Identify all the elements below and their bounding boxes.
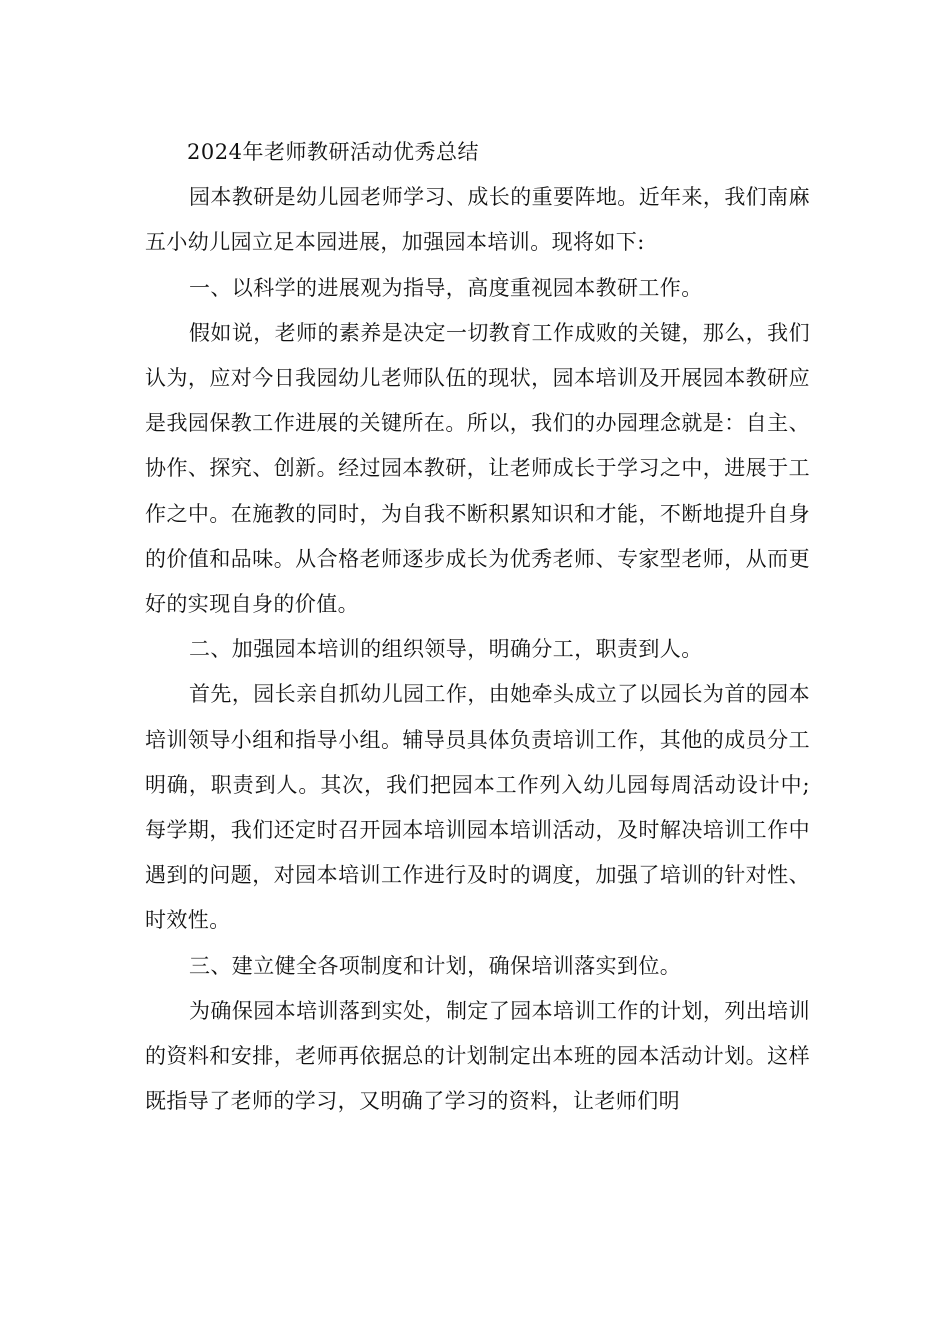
document-title: 2024年老师教研活动优秀总结 xyxy=(187,140,479,164)
paragraph-intro: 园本教研是幼儿园老师学习、成长的重要阵地。近年来，我们南麻五小幼儿园立足本园进展，加强园本培训。现将如下: xyxy=(145,185,810,255)
section-heading-2: 二、加强园本培训的组织领导，明确分工，职责到人。 xyxy=(189,637,703,662)
section-heading-3: 三、建立健全各项制度和计划，确保培训落实到位。 xyxy=(189,953,682,978)
paragraph-section-2: 首先，园长亲自抓幼儿园工作，由她牵头成立了以园长为首的园本培训领导小组和指导小组。辅导员具体负责培训工作，其他的成员分工明确，职责到人。其次，我们把园本工作列入幼儿园每周活动设计中;每学期，我们还定时召开园本培训园本培训活动，及时解决培训工作中遇到的问题，对园本培训工作进行及时的调度，加强了培训的针对性、时效性。 xyxy=(145,682,810,933)
paragraph-section-3: 为确保园本培训落到实处，制定了园本培训工作的计划，列出培训的资料和安排，老师再依据总的计划制定出本班的园本活动计划。这样既指导了老师的学习，又明确了学习的资料，让老师们明 xyxy=(145,998,810,1114)
section-heading-1: 一、以科学的进展观为指导，高度重视园本教研工作。 xyxy=(189,275,703,300)
paragraph-section-1: 假如说，老师的素养是决定一切教育工作成败的关键，那么，我们认为，应对今日我园幼儿老师队伍的现状，园本培训及开展园本教研应是我园保教工作进展的关键所在。所以，我们的办园理念就是：自主、协作、探究、创新。经过园本教研，让老师成长于学习之中，进展于工作之中。在施教的同时，为自我不断积累知识和才能，不断地提升自身的价值和品味。从合格老师逐步成长为优秀老师、专家型老师，从而更好的实现自身的价值。 xyxy=(145,320,810,617)
document-body xyxy=(145,130,810,1124)
